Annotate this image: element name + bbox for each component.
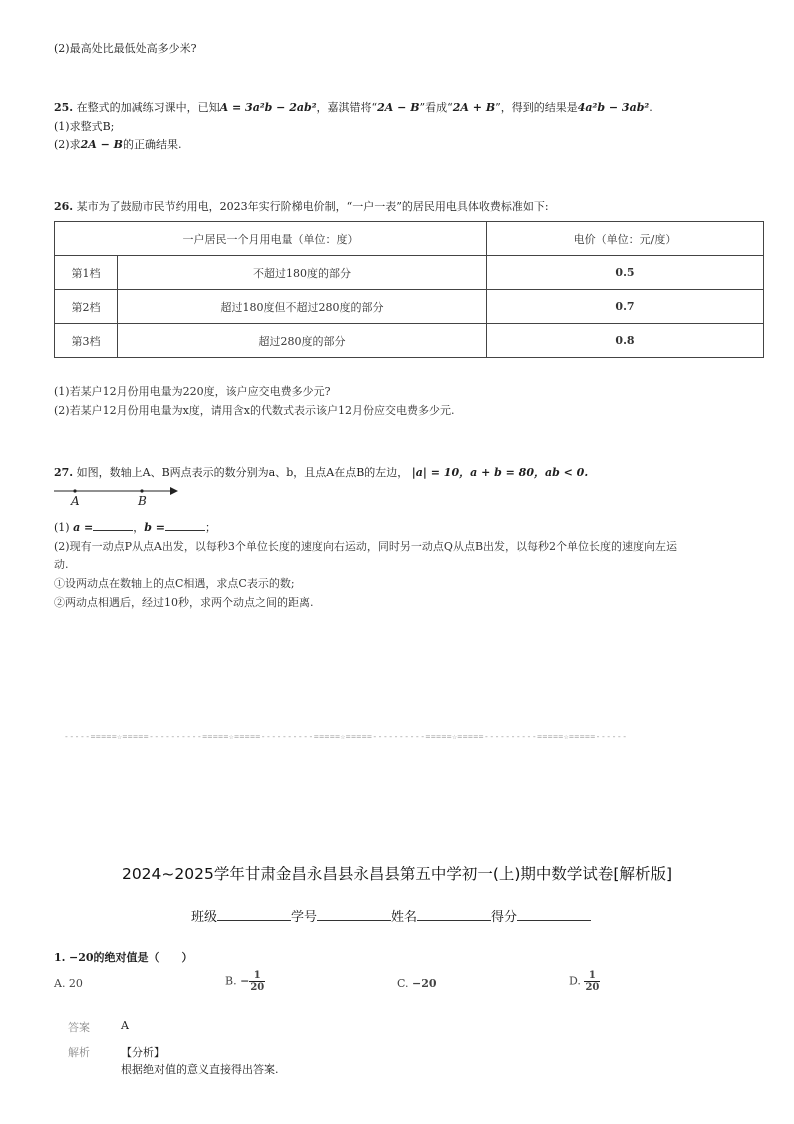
answer-label: 答案 [68,1021,90,1034]
option-b-sign: − [240,974,250,988]
field-id-label: 学号 [291,910,318,925]
table-row [55,256,764,290]
table-header-row [55,222,764,256]
q27-conditions: |a| = 10，a + b = 80，ab < 0. [411,466,589,479]
q27-part1-prefix: (1) [54,521,70,534]
q25-expr-result: 4a²b − 3ab² [577,101,650,114]
q27-sub1: ①设两动点在数轴上的点C相遇，求点C表示的数; [54,577,295,590]
student-info-fields [191,906,591,925]
range-cell: 超过280度的部分 [118,324,487,358]
q25-part2 [54,136,181,152]
q24-part2: (2)最高处比最低处高多少米? [54,42,197,55]
tier-cell: 第3档 [55,324,118,358]
option-d[interactable] [569,970,600,993]
analysis-label: 解析 [68,1046,90,1059]
q25-stem [54,99,653,115]
point-a [73,489,76,492]
q27-part1-end: ； [205,521,217,534]
answer-blank-b[interactable] [165,520,205,531]
option-c[interactable] [397,977,437,990]
point-b [140,489,143,492]
q25-text-e: . [649,101,653,114]
electricity-fee-table [54,221,764,358]
q1-stem [54,949,193,965]
q27-part1-sep: ， [133,521,145,534]
range-cell: 超过180度但不超过280度的部分 [118,290,487,324]
q25-part2-expr: 2A − B [80,138,123,151]
answer-value: A [121,1019,129,1032]
q25-text-b: ，嘉淇错将“ [316,101,378,114]
header-price: 电价（单位：元/度） [487,222,764,256]
price-cell: 0.8 [487,324,764,358]
section-separator: -----=====☆=====----------=====☆=====----------=====☆=====----------=====☆=====----------=====☆=====------ [64,732,628,741]
q25-part2-b: 的正确结果. [122,138,182,151]
q25-number: 25. [54,101,74,114]
q27-sub2: ②两动点相遇后，经过10秒，求两个动点之间的距离. [54,596,314,609]
q27-part2-line2: 动. [54,558,69,571]
option-d-fraction [584,970,600,993]
option-d-letter: D. [569,974,581,988]
q27-part1 [54,519,216,535]
q1-text: 的绝对值是（ ） [93,951,193,964]
q1-number: 1. [54,951,66,964]
page-title: 2024~2025学年甘肃金昌永昌县永昌县第五中学初一(上)期中数学试卷[解析版] [121,865,673,883]
q25-text-c: ”看成“ [419,101,453,114]
q27-text-a: 如图，数轴上A、B两点表示的数分别为a、b，且点A在点B的左边， [76,466,409,479]
q26-part2: (2)若某户12月份用电量为x度，请用含x的代数式表示该户12月份应交电费多少元. [54,404,455,417]
range-cell: 不超过180度的部分 [118,256,487,290]
option-c-letter: C. [397,977,409,990]
point-a-label: A [71,494,80,508]
q26-number: 26. [54,200,74,213]
q25-part2-a: (2)求 [54,138,81,151]
q27-part2-line1: (2)现有一动点P从点A出发，以每秒3个单位长度的速度向右运动，同时另一动点Q从点B出发，以每秒2个单位长度的速度向左运 [54,540,678,553]
q25-text-a: 在整式的加减练习课中，已知 [76,101,220,114]
q27-stem [54,464,588,480]
field-score-label: 得分 [491,910,518,925]
answer-blank-a[interactable] [93,520,133,531]
q25-expr-wrong: 2A − B [377,101,420,114]
price-cell: 0.5 [487,256,764,290]
table-row [55,324,764,358]
q27-number: 27. [54,466,74,479]
option-b[interactable] [225,970,265,993]
arrow-right-icon [170,487,178,495]
q26-part1: (1)若某户12月份用电量为220度，该户应交电费多少元? [54,385,331,398]
number-line [54,484,180,508]
q25-text-d: ”，得到的结果是 [495,101,578,114]
field-id-input[interactable] [317,908,391,921]
price-cell: 0.7 [487,290,764,324]
analysis-text: 根据绝对值的意义直接得出答案. [121,1063,279,1076]
q26-text: 某市为了鼓励市民节约用电，2023年实行阶梯电价制，“一户一表”的居民用电具体收费标准如下: [76,200,549,213]
option-b-fraction [249,970,265,993]
option-b-letter: B. [225,974,237,988]
q25-part1: (1)求整式B; [54,120,115,133]
fraction-denominator: 20 [250,982,265,993]
tier-cell: 第2档 [55,290,118,324]
q27-part1-a: a = [73,521,94,534]
fraction-numerator: 1 [584,970,600,982]
tier-cell: 第1档 [55,256,118,290]
field-score-input[interactable] [517,908,591,921]
field-name-label: 姓名 [391,910,418,925]
field-class-input[interactable] [217,908,291,921]
q26-stem [54,198,549,214]
analysis-heading: 【分析】 [121,1046,165,1059]
fraction-denominator: 20 [585,982,600,993]
point-b-label: B [138,494,147,508]
table-row [55,290,764,324]
option-a[interactable]: A. 20 [54,977,83,990]
option-c-value: −20 [412,977,437,990]
q27-part1-b: b = [144,521,166,534]
q1-expr: −20 [68,951,94,964]
q25-expr-a: A = 3a²b − 2ab² [219,101,317,114]
header-usage: 一户居民一个月用电量（单位：度） [55,222,487,256]
field-name-input[interactable] [417,908,491,921]
fraction-numerator: 1 [249,970,265,982]
q25-expr-seen: 2A + B [452,101,496,114]
field-class-label: 班级 [191,910,218,925]
